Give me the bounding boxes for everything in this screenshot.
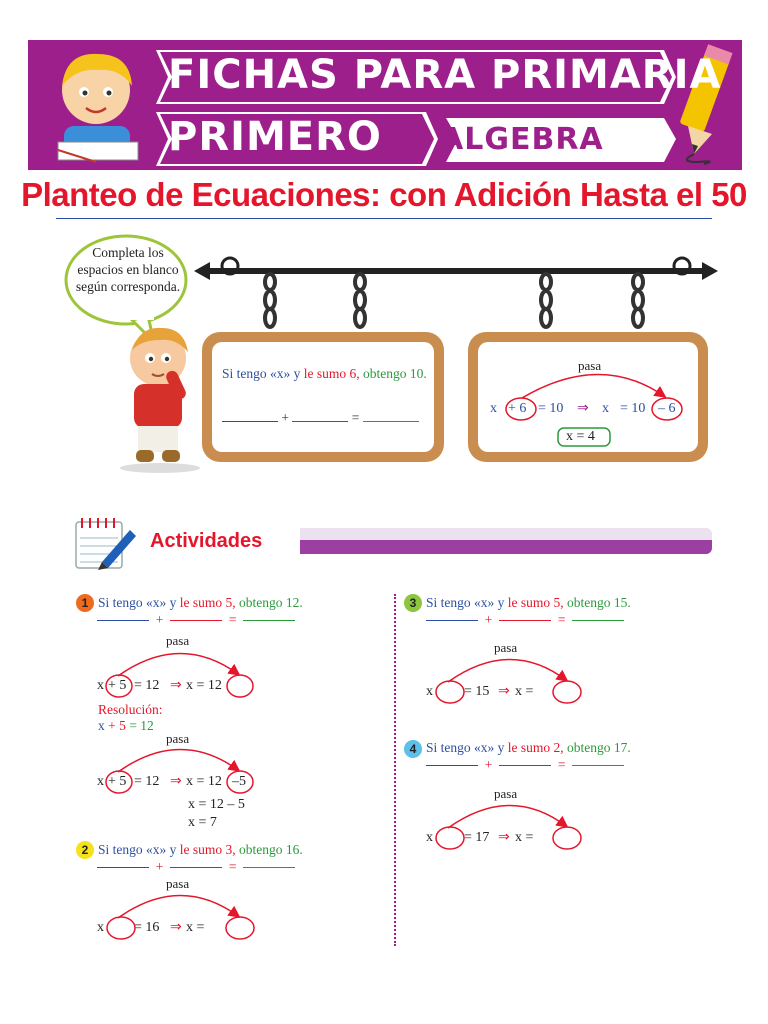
exercise-4-statement: Si tengo «x» y le sumo 2, obtengo 17. [426, 740, 631, 755]
pasa-label: pasa [166, 633, 190, 648]
pasa-label: pasa [494, 786, 518, 801]
blank[interactable] [572, 620, 624, 621]
title-underline [56, 218, 712, 219]
child-writing-illustration [36, 46, 152, 164]
eq-middle: = 12 [134, 678, 160, 693]
column-divider [394, 594, 396, 946]
example-eq10: = 10 [538, 401, 564, 416]
step-1: x = 12 – 5 [188, 797, 245, 812]
resolution-label: Resolución: [98, 702, 163, 717]
pasa-label: pasa [166, 731, 190, 746]
exercise-3-statement: Si tengo «x» y le sumo 5, obtengo 15. [426, 595, 631, 610]
eq-right: x = 12 [186, 774, 222, 789]
blank[interactable] [243, 867, 295, 868]
exercise-number-4: 4 [404, 740, 422, 758]
example-blanks: + = [222, 410, 419, 426]
implies-icon: ⇒ [577, 401, 589, 416]
blank[interactable] [170, 620, 222, 621]
example-x2: x [602, 401, 609, 416]
eq-middle: = 17 [464, 830, 490, 845]
eq-minus: –5 [232, 774, 246, 789]
pasa-label: pasa [494, 640, 518, 655]
blank[interactable] [499, 620, 551, 621]
eq-x: x [97, 920, 104, 935]
eq-x: x [97, 678, 104, 693]
exercise-1-statement: Si tengo «x» y le sumo 5, obtengo 12. [98, 595, 303, 610]
blank[interactable] [572, 765, 624, 766]
example-sign-left [200, 330, 446, 464]
implies-icon: ⇒ [498, 830, 510, 845]
example-x: x [490, 401, 497, 416]
eq-middle: = 16 [134, 920, 160, 935]
example-statement: Si tengo «x» y le sumo 6, obtengo 10. [222, 366, 427, 381]
hanging-rod [194, 254, 718, 290]
pasa-label: pasa [166, 876, 190, 891]
eq-right: x = [515, 830, 534, 845]
grade-label: PRIMERO [168, 114, 382, 160]
exercise-4-blanks: + = [426, 757, 624, 773]
blank[interactable] [426, 620, 478, 621]
eq-right: x = 12 [186, 678, 222, 693]
blank[interactable] [426, 765, 478, 766]
exercise-1-blanks: + = [97, 612, 295, 628]
subject-label: ALGEBRA [440, 122, 604, 157]
blank[interactable] [97, 620, 149, 621]
eq-x: x [426, 684, 433, 699]
blank[interactable] [97, 867, 149, 868]
eq-right: x = [515, 684, 534, 699]
blank[interactable] [170, 867, 222, 868]
exercise-number-3: 3 [404, 594, 422, 612]
example-minus6: – 6 [658, 401, 676, 416]
eq-term: + 5 [108, 678, 127, 693]
activities-title: Actividades [150, 530, 263, 552]
eq-x: x [97, 774, 104, 789]
activities-bar [300, 528, 712, 554]
example-result: x = 4 [566, 429, 595, 444]
blank-addend-1[interactable] [222, 421, 278, 422]
eq-middle: = 15 [464, 684, 490, 699]
resolution-equation: x + 5 = 12 [98, 718, 154, 733]
blank-addend-2[interactable] [292, 421, 348, 422]
exercise-3-blanks: + = [426, 612, 624, 628]
page-title: Planteo de Ecuaciones: con Adición Hasta el 50 [21, 176, 747, 213]
exercise-2-statement: Si tengo «x» y le sumo 3, obtengo 16. [98, 842, 303, 857]
thinking-boy-illustration [110, 318, 210, 474]
implies-icon: ⇒ [170, 678, 182, 693]
instruction-text: Completa los espacios en blanco según corresponda. [75, 245, 181, 294]
exercise-number-2: 2 [76, 841, 94, 859]
eq-right: x = [186, 920, 205, 935]
pasa-label: pasa [578, 358, 602, 373]
blank-result[interactable] [363, 421, 419, 422]
eq-term: + 5 [108, 774, 127, 789]
notebook-pen-icon [72, 514, 138, 572]
implies-icon: ⇒ [498, 684, 510, 699]
blank[interactable] [499, 765, 551, 766]
eq-x: x [426, 830, 433, 845]
blank[interactable] [243, 620, 295, 621]
step-2: x = 7 [188, 815, 217, 830]
implies-icon: ⇒ [170, 920, 182, 935]
exercise-number-1: 1 [76, 594, 94, 612]
eq-middle: = 12 [134, 774, 160, 789]
banner-title: FICHAS PARA PRIMARIA [168, 52, 722, 98]
exercise-2-blanks: + = [97, 859, 295, 875]
implies-icon: ⇒ [170, 774, 182, 789]
example-eq10b: = 10 [620, 401, 646, 416]
example-plus6: + 6 [508, 401, 527, 416]
